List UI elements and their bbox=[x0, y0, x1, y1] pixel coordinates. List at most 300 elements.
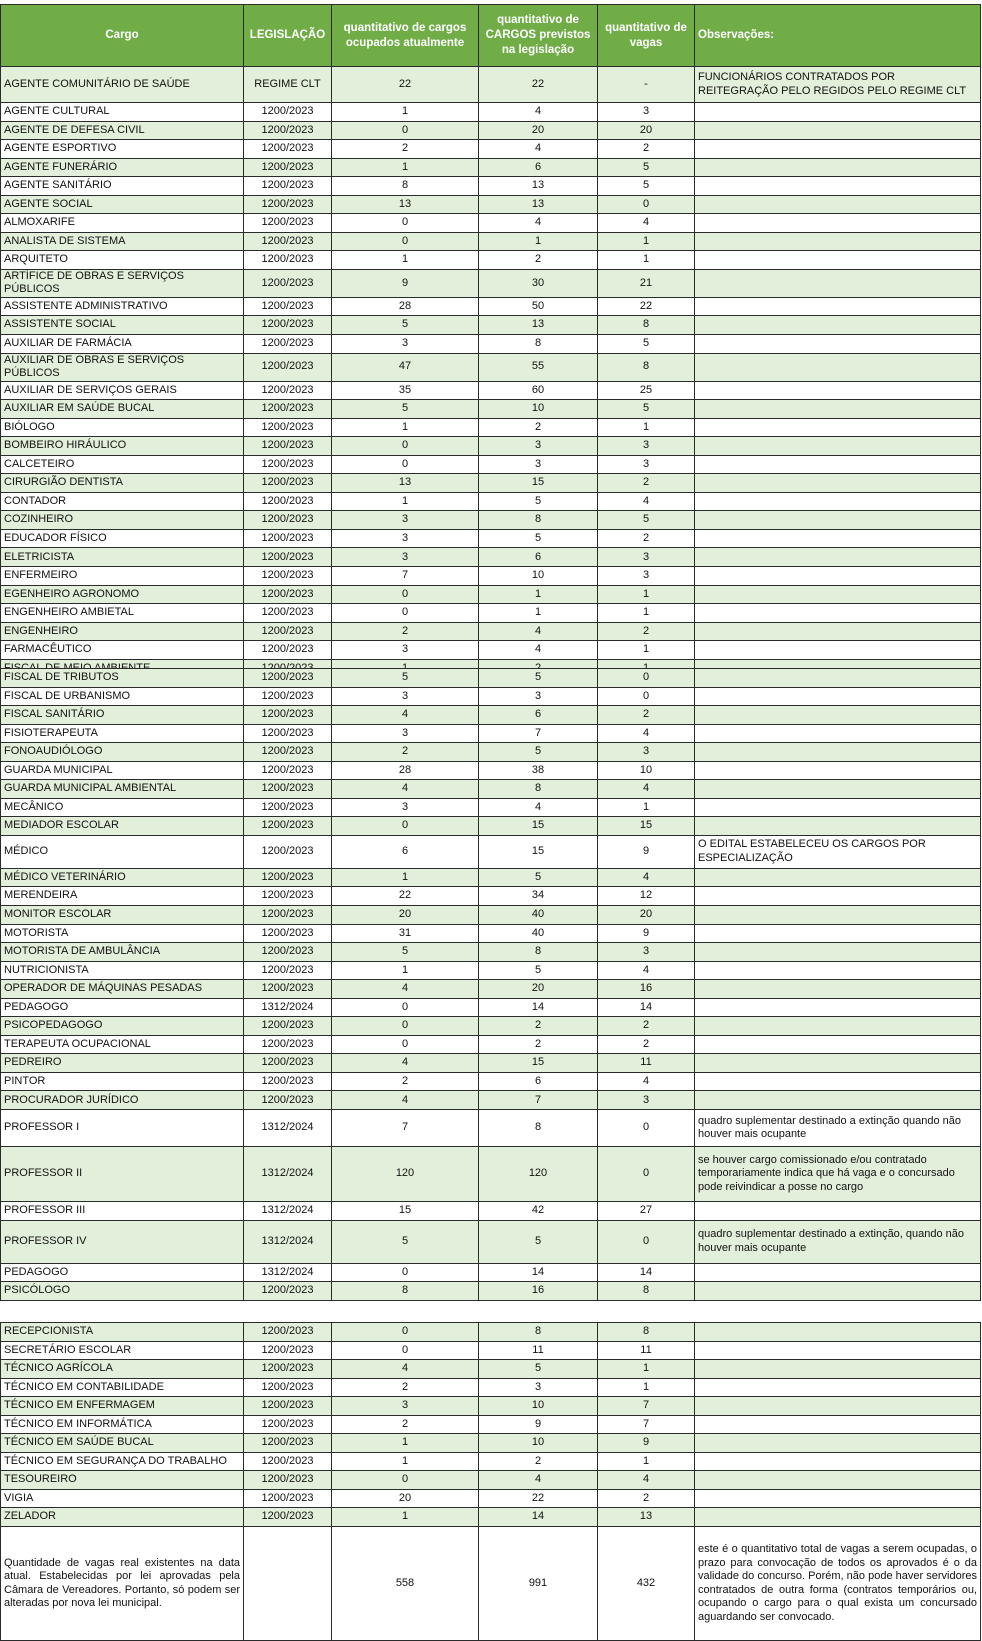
table-row bbox=[1, 761, 981, 780]
observacoes-cell bbox=[695, 1282, 981, 1301]
previstos-cell: 5 bbox=[479, 529, 598, 548]
vagas-cell: 1 bbox=[598, 251, 695, 270]
ocupados-cell: 1 bbox=[332, 418, 479, 437]
vagas-cell: 3 bbox=[598, 1091, 695, 1110]
vagas-cell: 8 bbox=[598, 1323, 695, 1342]
observacoes-cell bbox=[695, 1091, 981, 1110]
legislacao-cell: 1200/2023 bbox=[244, 381, 332, 400]
ocupados-cell: 2 bbox=[332, 1378, 479, 1397]
table-row bbox=[1, 1072, 981, 1091]
previstos-cell: 6 bbox=[479, 706, 598, 725]
cargo-cell: PSICÓLOGO bbox=[1, 1282, 244, 1301]
legislacao-cell: 1200/2023 bbox=[244, 961, 332, 980]
cargo-cell: ARQUITETO bbox=[1, 251, 244, 270]
table-row bbox=[1, 924, 981, 943]
previstos-cell: 8 bbox=[479, 1323, 598, 1342]
previstos-cell: 10 bbox=[479, 1397, 598, 1416]
legislacao-cell: 1200/2023 bbox=[244, 1489, 332, 1508]
cargo-cell: PROFESSOR IV bbox=[1, 1220, 244, 1263]
cargo-cell: TÉCNICO AGRÍCOLA bbox=[1, 1360, 244, 1379]
vagas-cell: 2 bbox=[598, 1035, 695, 1054]
previstos-cell: 42 bbox=[479, 1202, 598, 1221]
ocupados-cell: 558 bbox=[332, 1527, 479, 1641]
legislacao-cell: 1200/2023 bbox=[244, 353, 332, 381]
table-row bbox=[1, 1378, 981, 1397]
vagas-cell: 25 bbox=[598, 381, 695, 400]
table-row bbox=[1, 1110, 981, 1147]
observacoes-cell bbox=[695, 1054, 981, 1073]
ocupados-cell: 5 bbox=[332, 1220, 479, 1263]
table-row bbox=[1, 158, 981, 177]
table-row bbox=[1, 622, 981, 641]
observacoes-cell bbox=[695, 798, 981, 817]
ocupados-cell: 28 bbox=[332, 297, 479, 316]
cargo-cell: CALCETEIRO bbox=[1, 455, 244, 474]
vagas-cell: 4 bbox=[598, 1471, 695, 1490]
vagas-cell: 2 bbox=[598, 622, 695, 641]
ocupados-cell: 3 bbox=[332, 724, 479, 743]
observacoes-cell bbox=[695, 103, 981, 122]
observacoes-cell bbox=[695, 511, 981, 530]
vagas-cell: 5 bbox=[598, 158, 695, 177]
legislacao-cell: 1200/2023 bbox=[244, 669, 332, 688]
legislacao-cell: 1200/2023 bbox=[244, 980, 332, 999]
legislacao-cell: 1200/2023 bbox=[244, 232, 332, 251]
legislacao-cell: 1200/2023 bbox=[244, 474, 332, 493]
legislacao-cell: 1200/2023 bbox=[244, 492, 332, 511]
table-row bbox=[1, 780, 981, 799]
vagas-cell: 1 bbox=[598, 641, 695, 660]
observacoes-cell bbox=[695, 1397, 981, 1416]
previstos-cell: 2 bbox=[479, 418, 598, 437]
vagas-cell: 2 bbox=[598, 529, 695, 548]
ocupados-cell: 13 bbox=[332, 474, 479, 493]
cargo-cell: PSICOPEDAGOGO bbox=[1, 1017, 244, 1036]
cargo-cell: TÉCNICO EM INFORMÁTICA bbox=[1, 1415, 244, 1434]
ocupados-cell: 20 bbox=[332, 906, 479, 925]
table-row bbox=[1, 140, 981, 159]
previstos-cell: 4 bbox=[479, 622, 598, 641]
cargo-cell: PROFESSOR II bbox=[1, 1147, 244, 1202]
ocupados-cell: 0 bbox=[332, 437, 479, 456]
legislacao-cell: 1200/2023 bbox=[244, 835, 332, 868]
table-row bbox=[1, 1397, 981, 1416]
vagas-cell: 3 bbox=[598, 567, 695, 586]
cargo-cell: PEDREIRO bbox=[1, 1054, 244, 1073]
legislacao-cell: 1200/2023 bbox=[244, 1415, 332, 1434]
ocupados-cell: 3 bbox=[332, 641, 479, 660]
ocupados-cell: 8 bbox=[332, 177, 479, 196]
vagas-cell: 4 bbox=[598, 214, 695, 233]
vagas-cell: 1 bbox=[598, 1452, 695, 1471]
observacoes-cell bbox=[695, 492, 981, 511]
ocupados-cell: 2 bbox=[332, 140, 479, 159]
observacoes-cell bbox=[695, 604, 981, 623]
ocupados-cell: 7 bbox=[332, 567, 479, 586]
vagas-cell: 1 bbox=[598, 798, 695, 817]
cargo-cell: NUTRICIONISTA bbox=[1, 961, 244, 980]
cargo-cell: ARTÍFICE DE OBRAS E SERVIÇOS PÚBLICOS bbox=[1, 269, 244, 297]
vagas-cell: 5 bbox=[598, 177, 695, 196]
vagas-cell: 2 bbox=[598, 140, 695, 159]
ocupados-cell: 1 bbox=[332, 1508, 479, 1527]
observacoes-cell: quadro suplementar destinado a extinção quando não houver mais ocupante bbox=[695, 1110, 981, 1147]
table-row bbox=[1, 335, 981, 354]
ocupados-cell: 120 bbox=[332, 1147, 479, 1202]
cargo-cell: MECÂNICO bbox=[1, 798, 244, 817]
observacoes-cell bbox=[695, 121, 981, 140]
ocupados-cell: 1 bbox=[332, 961, 479, 980]
legislacao-cell: 1200/2023 bbox=[244, 906, 332, 925]
ocupados-cell: 1 bbox=[332, 1434, 479, 1453]
cargo-cell: FISCAL DE URBANISMO bbox=[1, 687, 244, 706]
previstos-cell: 8 bbox=[479, 943, 598, 962]
legislacao-cell: 1200/2023 bbox=[244, 269, 332, 297]
legislacao-cell: 1200/2023 bbox=[244, 418, 332, 437]
table-row bbox=[1, 835, 981, 868]
previstos-cell: 11 bbox=[479, 1341, 598, 1360]
legislacao-cell: 1200/2023 bbox=[244, 1397, 332, 1416]
legislacao-cell: 1200/2023 bbox=[244, 1508, 332, 1527]
observacoes-cell bbox=[695, 761, 981, 780]
table-row bbox=[1, 604, 981, 623]
previstos-cell: 5 bbox=[479, 1360, 598, 1379]
cargo-cell: CIRURGIÃO DENTISTA bbox=[1, 474, 244, 493]
previstos-cell: 9 bbox=[479, 1415, 598, 1434]
table-row bbox=[1, 214, 981, 233]
previstos-cell: 38 bbox=[479, 761, 598, 780]
table-row bbox=[1, 887, 981, 906]
observacoes-cell: este é o quantitativo total de vagas a serem ocupadas, o prazo para convocação de todos os aprovados é o da validade do concurso. Porém, não pode haver servidores contratados de outra forma (contratos temporários ou, ocupando o cargo para o qual exista um concursado aguardando ser convocado. bbox=[695, 1527, 981, 1641]
observacoes-cell bbox=[695, 251, 981, 270]
legislacao-cell: 1200/2023 bbox=[244, 1452, 332, 1471]
legislacao-cell: 1200/2023 bbox=[244, 585, 332, 604]
table-row bbox=[1, 724, 981, 743]
legislacao-cell: 1200/2023 bbox=[244, 868, 332, 887]
legislacao-cell: 1312/2024 bbox=[244, 1263, 332, 1282]
cargo-cell: ANALISTA DE SISTEMA bbox=[1, 232, 244, 251]
cargo-cell: AUXILIAR EM SAÚDE BUCAL bbox=[1, 400, 244, 419]
vagas-cell: 5 bbox=[598, 511, 695, 530]
table-row bbox=[1, 548, 981, 567]
ocupados-cell: 1 bbox=[332, 492, 479, 511]
legislacao-cell: 1200/2023 bbox=[244, 1282, 332, 1301]
table-row bbox=[1, 1017, 981, 1036]
previstos-cell: 8 bbox=[479, 335, 598, 354]
legislacao-cell: 1200/2023 bbox=[244, 1323, 332, 1342]
cargo-cell: PEDAGOGO bbox=[1, 998, 244, 1017]
vagas-cell: 3 bbox=[598, 943, 695, 962]
cargo-cell: PEDAGOGO bbox=[1, 1263, 244, 1282]
previstos-cell: 30 bbox=[479, 269, 598, 297]
observacoes-cell bbox=[695, 669, 981, 688]
vagas-cell: 2 bbox=[598, 706, 695, 725]
observacoes-cell: quadro suplementar destinado a extinção, quando não houver mais ocupante bbox=[695, 1220, 981, 1263]
cargo-cell: ASSISTENTE ADMINISTRATIVO bbox=[1, 297, 244, 316]
vagas-cell: 0 bbox=[598, 669, 695, 688]
legislacao-cell: 1312/2024 bbox=[244, 998, 332, 1017]
vagas-cell: 7 bbox=[598, 1415, 695, 1434]
previstos-cell: 2 bbox=[479, 1017, 598, 1036]
previstos-cell: 2 bbox=[479, 1452, 598, 1471]
table-row bbox=[1, 437, 981, 456]
ocupados-cell: 3 bbox=[332, 548, 479, 567]
cargo-cell: PROFESSOR I bbox=[1, 1110, 244, 1147]
table-row bbox=[1, 567, 981, 586]
legislacao-cell: 1200/2023 bbox=[244, 316, 332, 335]
observacoes-cell bbox=[695, 998, 981, 1017]
cargo-cell: CONTADOR bbox=[1, 492, 244, 511]
vagas-cell: 13 bbox=[598, 1508, 695, 1527]
table-row bbox=[1, 906, 981, 925]
ocupados-cell: 3 bbox=[332, 798, 479, 817]
observacoes-cell: se houver cargo comissionado e/ou contratado temporariamente indica que há vaga e o concursado pode reivindicar a posse no cargo bbox=[695, 1147, 981, 1202]
cargo-cell: ENGENHEIRO bbox=[1, 622, 244, 641]
vagas-cell: 3 bbox=[598, 103, 695, 122]
header-observacoes: Observações: bbox=[695, 5, 981, 67]
previstos-cell: 3 bbox=[479, 437, 598, 456]
cargo-cell: MEDIADOR ESCOLAR bbox=[1, 817, 244, 836]
cargo-cell: ENGENHEIRO AMBIETAL bbox=[1, 604, 244, 623]
vagas-cell: 432 bbox=[598, 1527, 695, 1641]
previstos-cell: 20 bbox=[479, 980, 598, 999]
table-row bbox=[1, 1147, 981, 1202]
legislacao-cell: 1200/2023 bbox=[244, 1434, 332, 1453]
cargo-cell: ELETRICISTA bbox=[1, 548, 244, 567]
cargo-cell: VIGIA bbox=[1, 1489, 244, 1508]
observacoes-cell bbox=[695, 961, 981, 980]
previstos-cell: 5 bbox=[479, 743, 598, 762]
table-row bbox=[1, 585, 981, 604]
vagas-cell: 16 bbox=[598, 980, 695, 999]
table-row bbox=[1, 998, 981, 1017]
ocupados-cell: 1 bbox=[332, 1452, 479, 1471]
legislacao-cell: 1200/2023 bbox=[244, 548, 332, 567]
vagas-cell: 4 bbox=[598, 868, 695, 887]
legislacao-cell: 1200/2023 bbox=[244, 1471, 332, 1490]
legislacao-cell: 1200/2023 bbox=[244, 724, 332, 743]
cargo-cell: AUXILIAR DE FARMÁCIA bbox=[1, 335, 244, 354]
previstos-cell: 8 bbox=[479, 511, 598, 530]
legislacao-cell: 1200/2023 bbox=[244, 140, 332, 159]
observacoes-cell bbox=[695, 724, 981, 743]
ocupados-cell: 0 bbox=[332, 585, 479, 604]
previstos-cell: 991 bbox=[479, 1527, 598, 1641]
observacoes-cell: O EDITAL ESTABELECEU OS CARGOS POR ESPECIALIZAÇÃO bbox=[695, 835, 981, 868]
table-row bbox=[1, 529, 981, 548]
previstos-cell: 3 bbox=[479, 455, 598, 474]
previstos-cell: 13 bbox=[479, 177, 598, 196]
table-row bbox=[1, 177, 981, 196]
ocupados-cell: 13 bbox=[332, 195, 479, 214]
cargo-cell: FONOAUDIÓLOGO bbox=[1, 743, 244, 762]
table-row bbox=[1, 1323, 981, 1342]
observacoes-cell bbox=[695, 585, 981, 604]
table-row bbox=[1, 1508, 981, 1527]
vagas-cell: 3 bbox=[598, 548, 695, 567]
observacoes-cell bbox=[695, 232, 981, 251]
previstos-cell: 15 bbox=[479, 817, 598, 836]
positions-table-part-2 bbox=[0, 668, 981, 1301]
table-row bbox=[1, 817, 981, 836]
cargo-cell: ASSISTENTE SOCIAL bbox=[1, 316, 244, 335]
vagas-cell: 0 bbox=[598, 1147, 695, 1202]
header-table bbox=[0, 4, 981, 67]
header-ocupados: quantitativo de cargos ocupados atualmente bbox=[332, 5, 479, 67]
table-row bbox=[1, 269, 981, 297]
legislacao-cell: 1200/2023 bbox=[244, 1054, 332, 1073]
cargo-cell: BIÓLOGO bbox=[1, 418, 244, 437]
previstos-cell: 5 bbox=[479, 868, 598, 887]
cargo-cell: ALMOXARIFE bbox=[1, 214, 244, 233]
observacoes-cell bbox=[695, 687, 981, 706]
cargo-cell: FISIOTERAPEUTA bbox=[1, 724, 244, 743]
previstos-cell: 14 bbox=[479, 1263, 598, 1282]
cargo-cell: AGENTE SOCIAL bbox=[1, 195, 244, 214]
ocupados-cell: 4 bbox=[332, 1360, 479, 1379]
observacoes-cell bbox=[695, 455, 981, 474]
previstos-cell: 22 bbox=[479, 67, 598, 103]
cargo-cell: AGENTE ESPORTIVO bbox=[1, 140, 244, 159]
observacoes-cell bbox=[695, 1017, 981, 1036]
observacoes-cell bbox=[695, 924, 981, 943]
table-row bbox=[1, 195, 981, 214]
ocupados-cell: 0 bbox=[332, 232, 479, 251]
legislacao-cell: 1200/2023 bbox=[244, 103, 332, 122]
ocupados-cell: 0 bbox=[332, 1263, 479, 1282]
cargo-cell: MOTORISTA bbox=[1, 924, 244, 943]
legislacao-cell: 1200/2023 bbox=[244, 121, 332, 140]
previstos-cell: 55 bbox=[479, 353, 598, 381]
ocupados-cell: 5 bbox=[332, 669, 479, 688]
header-previstos: quantitativo de CARGOS previstos na legislação bbox=[479, 5, 598, 67]
vagas-cell: 1 bbox=[598, 418, 695, 437]
legislacao-cell: 1200/2023 bbox=[244, 622, 332, 641]
observacoes-cell bbox=[695, 474, 981, 493]
observacoes-cell bbox=[695, 353, 981, 381]
cargo-cell: AUXILIAR DE SERVIÇOS GERAIS bbox=[1, 381, 244, 400]
legislacao-cell: 1200/2023 bbox=[244, 1091, 332, 1110]
ocupados-cell: 1 bbox=[332, 868, 479, 887]
previstos-cell: 4 bbox=[479, 214, 598, 233]
vagas-cell: 14 bbox=[598, 998, 695, 1017]
legislacao-cell bbox=[244, 1527, 332, 1641]
previstos-cell: 10 bbox=[479, 1434, 598, 1453]
legislacao-cell: 1200/2023 bbox=[244, 817, 332, 836]
observacoes-cell bbox=[695, 1072, 981, 1091]
vagas-cell: 4 bbox=[598, 961, 695, 980]
previstos-cell: 22 bbox=[479, 1489, 598, 1508]
table-row bbox=[1, 400, 981, 419]
legislacao-cell: 1200/2023 bbox=[244, 887, 332, 906]
ocupados-cell: 0 bbox=[332, 1017, 479, 1036]
legislacao-cell: 1312/2024 bbox=[244, 1110, 332, 1147]
table-row bbox=[1, 232, 981, 251]
legislacao-cell: 1312/2024 bbox=[244, 1220, 332, 1263]
vagas-cell: 0 bbox=[598, 1220, 695, 1263]
vagas-cell: 21 bbox=[598, 269, 695, 297]
observacoes-cell bbox=[695, 641, 981, 660]
previstos-cell: 6 bbox=[479, 548, 598, 567]
header-vagas: quantitativo de vagas bbox=[598, 5, 695, 67]
ocupados-cell: 0 bbox=[332, 121, 479, 140]
previstos-cell: 10 bbox=[479, 567, 598, 586]
vagas-cell: 1 bbox=[598, 232, 695, 251]
previstos-cell: 5 bbox=[479, 1220, 598, 1263]
ocupados-cell: 5 bbox=[332, 943, 479, 962]
vagas-cell: 0 bbox=[598, 195, 695, 214]
vagas-cell: 20 bbox=[598, 121, 695, 140]
observacoes-cell bbox=[695, 943, 981, 962]
table-row bbox=[1, 1434, 981, 1453]
legislacao-cell: 1200/2023 bbox=[244, 567, 332, 586]
observacoes-cell bbox=[695, 622, 981, 641]
ocupados-cell: 4 bbox=[332, 780, 479, 799]
legislacao-cell: 1200/2023 bbox=[244, 687, 332, 706]
table-row bbox=[1, 1360, 981, 1379]
vagas-cell: 8 bbox=[598, 353, 695, 381]
observacoes-cell bbox=[695, 780, 981, 799]
cargo-cell: TÉCNICO EM ENFERMAGEM bbox=[1, 1397, 244, 1416]
previstos-cell: 1 bbox=[479, 604, 598, 623]
observacoes-cell bbox=[695, 868, 981, 887]
legislacao-cell: REGIME CLT bbox=[244, 67, 332, 103]
legislacao-cell: 1200/2023 bbox=[244, 214, 332, 233]
observacoes-cell bbox=[695, 269, 981, 297]
table-row bbox=[1, 1282, 981, 1301]
table-row bbox=[1, 1489, 981, 1508]
vagas-cell: 9 bbox=[598, 1434, 695, 1453]
previstos-cell: 4 bbox=[479, 641, 598, 660]
legislacao-cell: 1200/2023 bbox=[244, 455, 332, 474]
ocupados-cell: 31 bbox=[332, 924, 479, 943]
cargo-cell: MONITOR ESCOLAR bbox=[1, 906, 244, 925]
ocupados-cell: 0 bbox=[332, 455, 479, 474]
observacoes-cell bbox=[695, 1415, 981, 1434]
cargo-cell: RECEPCIONISTA bbox=[1, 1323, 244, 1342]
table-row bbox=[1, 1220, 981, 1263]
legislacao-cell: 1200/2023 bbox=[244, 943, 332, 962]
table-row bbox=[1, 1471, 981, 1490]
legislacao-cell: 1200/2023 bbox=[244, 1341, 332, 1360]
cargo-cell: MOTORISTA DE AMBULÂNCIA bbox=[1, 943, 244, 962]
table-row bbox=[1, 1202, 981, 1221]
previstos-cell: 34 bbox=[479, 887, 598, 906]
ocupados-cell: 3 bbox=[332, 529, 479, 548]
cargo-cell: ZELADOR bbox=[1, 1508, 244, 1527]
previstos-cell: 7 bbox=[479, 724, 598, 743]
ocupados-cell: 2 bbox=[332, 622, 479, 641]
observacoes-cell bbox=[695, 1341, 981, 1360]
table-row bbox=[1, 251, 981, 270]
previstos-cell: 15 bbox=[479, 1054, 598, 1073]
table-row bbox=[1, 511, 981, 530]
previstos-cell: 15 bbox=[479, 474, 598, 493]
legislacao-cell: 1200/2023 bbox=[244, 437, 332, 456]
vagas-cell: 2 bbox=[598, 1017, 695, 1036]
observacoes-cell bbox=[695, 906, 981, 925]
table-row bbox=[1, 474, 981, 493]
vagas-cell: 22 bbox=[598, 297, 695, 316]
legislacao-cell: 1200/2023 bbox=[244, 641, 332, 660]
observacoes-cell bbox=[695, 316, 981, 335]
observacoes-cell bbox=[695, 567, 981, 586]
previstos-cell: 20 bbox=[479, 121, 598, 140]
ocupados-cell: 1 bbox=[332, 251, 479, 270]
observacoes-cell bbox=[695, 887, 981, 906]
table-row bbox=[1, 1035, 981, 1054]
table-row bbox=[1, 943, 981, 962]
